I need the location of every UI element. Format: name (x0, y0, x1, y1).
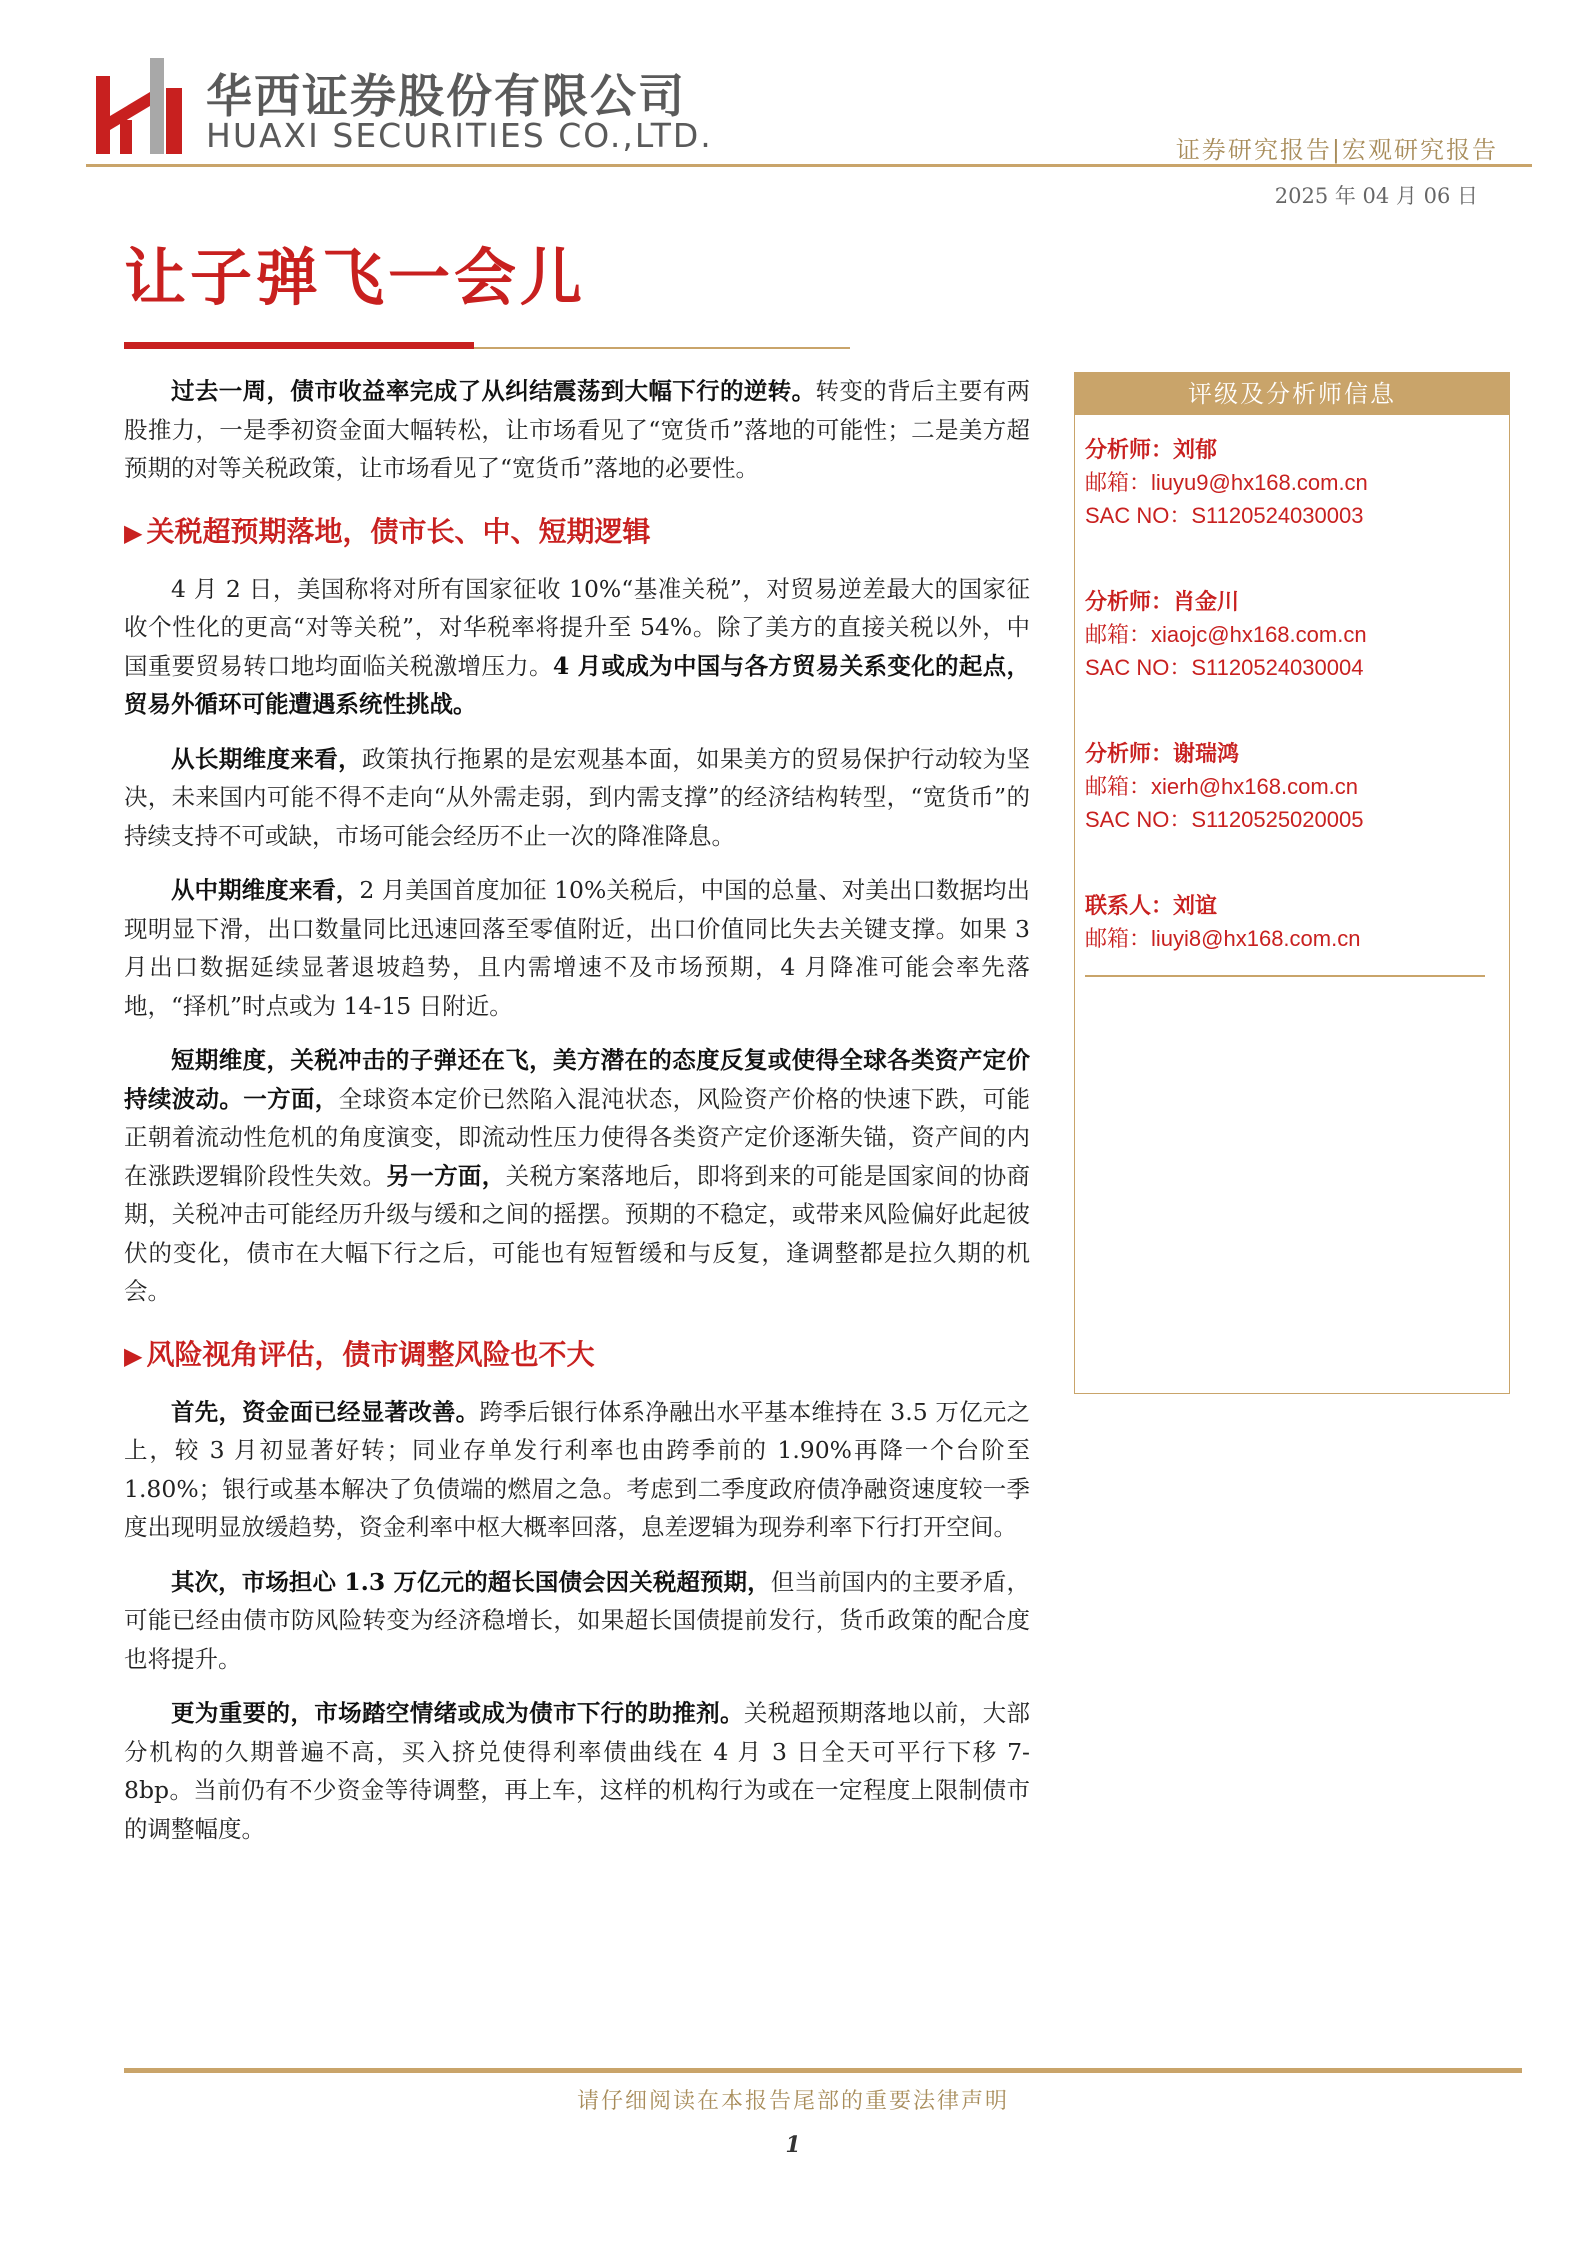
paragraph-short-term-text: 全球资本定价已然陷入混沌状态，风险资产价格的快速下跌，可能正朝着流动性危机的角度演变，即流动性压力使得各类资产定价逐渐失锚，资产间的内在涨跌逻辑阶段性失效。 (124, 1084, 1031, 1190)
analyst-card (1075, 737, 1509, 837)
report-title: 让子弹飞一会儿 (124, 241, 587, 314)
intro-text: 转变的背后主要有两股推力，一是季初资金面大幅转松，让市场看见了“宽货币”落地的可能性；二是美方超预期的对等关税政策，让市场看见了“宽货币”落地的必要性。 (124, 377, 1031, 482)
paragraph-short-term-bold-2: 另一方面， (386, 1161, 506, 1190)
analyst-sac: S1120525020005 (1191, 807, 1364, 832)
footer-divider (124, 2068, 1522, 2073)
header-divider (86, 164, 1532, 167)
analyst-email-link[interactable]: xiaojc@hx168.com.cn (1151, 622, 1367, 647)
paragraph-liquidity-text: 跨季后银行体系净融出水平基本维持在 3.5 万亿元之上，较 3 月初显著好转；同业存单发行利率也由跨季前的 1.90%再降一个台阶至 1.80%；银行或基本解决了负债端的燃眉之急。考虑到二季度政府债净融资速度较一季度出现明显放缓趋势，资金利率中枢大概率回落，息差逻辑为现券利率下行打开空间。 (124, 1397, 1031, 1541)
analyst-sac-row (1085, 500, 1509, 533)
intro-bold: 过去一周，债市收益率完成了从纠结震荡到大幅下行的逆转。 (171, 377, 816, 405)
analyst-name: 分析师：谢瑞鸿 (1085, 741, 1240, 767)
paragraph-tariff-bold: 4 月或成为中国与各方贸易关系变化的起点，贸易外循环可能遭遇系统性挑战。 (124, 651, 1030, 718)
legal-disclaimer-note: 请仔细阅读在本报告尾部的重要法律声明 (576, 2089, 1009, 2114)
paragraph-mid-term-bold: 从中期维度来看， (171, 876, 360, 904)
section-heading-1-text: 关税超预期落地，债市长、中、短期逻辑 (146, 514, 651, 548)
contact-name: 联系人：刘谊 (1085, 893, 1218, 919)
title-underline (474, 347, 850, 349)
analyst-info-panel (1074, 372, 1510, 1394)
email-label: 邮箱： (1085, 471, 1152, 496)
analyst-card (1075, 433, 1509, 533)
report-date: 2025 年 04 月 06 日 (1274, 184, 1478, 208)
intro-paragraph (124, 372, 1030, 488)
section-heading-1 (124, 510, 1030, 550)
analyst-sac-row (1085, 804, 1509, 837)
paragraph-bond-supply-text: 但当前国内的主要矛盾，可能已经由债市防风险转变为经济稳增长，如果超长国债提前发行，货币政策的配合度也将提升。 (124, 1567, 1031, 1673)
title-underline-accent (124, 342, 474, 349)
section-heading-2-text: 风险视角评估，债市调整风险也不大 (146, 1337, 595, 1371)
page-number: 1 (785, 2132, 801, 2158)
report-type: 证券研究报告|宏观研究报告 (1175, 136, 1498, 164)
triangle-bullet-icon: ▶ (124, 1340, 143, 1370)
analyst-email-row (1085, 619, 1509, 652)
paragraph-bond-supply (124, 1563, 1030, 1679)
sac-label: SAC NO： (1085, 807, 1192, 832)
analyst-email-link[interactable]: xierh@hx168.com.cn (1151, 774, 1358, 799)
triangle-bullet-icon: ▶ (124, 517, 143, 547)
paragraph-bond-supply-bold: 其次，市场担心 1.3 万亿元的超长国债会因关税超预期， (171, 1567, 771, 1596)
analyst-card (1075, 585, 1509, 685)
analyst-name: 分析师：肖金川 (1085, 589, 1240, 615)
analyst-email-row (1085, 771, 1509, 804)
paragraph-mid-term (124, 871, 1030, 1025)
paragraph-liquidity (124, 1393, 1030, 1547)
paragraph-short-term-text-2: 关税方案落地后，即将到来的可能是国家间的协商期，关税冲击可能经历升级与缓和之间的摇摆。预期的不稳定，或带来风险偏好此起彼伏的变化，债市在大幅下行之后，可能也有短暂缓和与反复，逢调整都是拉久期的机会。 (124, 1161, 1031, 1305)
sac-label: SAC NO： (1085, 503, 1192, 528)
sac-label: SAC NO： (1085, 655, 1192, 680)
contact-card (1075, 889, 1509, 956)
analyst-panel-heading: 评级及分析师信息 (1075, 373, 1509, 415)
paragraph-sentiment-text: 关税超预期落地以前，大部分机构的久期普遍不高，买入挤兑使得利率债曲线在 4 月 3 日全天可平行下移 7-8bp。当前仍有不少资金等待调整，再上车，这样的机构行为或在一定程度上限制债市的调整幅度。 (124, 1699, 1031, 1843)
paragraph-short-term-bold: 短期维度，关税冲击的子弹还在飞，美方潜在的态度反复或使得全球各类资产定价持续波动。一方面， (124, 1046, 1030, 1113)
analyst-name: 分析师：刘郁 (1085, 437, 1218, 463)
huaxi-logo (96, 58, 182, 154)
analyst-sac-row (1085, 652, 1509, 685)
analyst-sac: S1120524030003 (1191, 503, 1364, 528)
contact-email-link[interactable]: liuyi8@hx168.com.cn (1151, 926, 1361, 951)
paragraph-mid-term-text: 2 月美国首度加征 10%关税后，中国的总量、对美出口数据均出现明显下滑，出口数量同比迅速回落至零值附近，出口价值同比失去关键支撑。如果 3 月出口数据延续显著退坡趋势，且内需增速不及市场预期，4 月降准可能会率先落地，“择机”时点或为 14-15 日附近。 (124, 876, 1031, 1020)
paragraph-sentiment-bold: 更为重要的，市场踏空情绪或成为债市下行的助推剂。 (171, 1699, 744, 1727)
analyst-sac: S1120524030004 (1191, 655, 1364, 680)
report-body (124, 372, 1030, 1864)
paragraph-long-term (124, 740, 1030, 856)
email-label: 邮箱： (1085, 623, 1152, 648)
section-heading-2 (124, 1333, 1030, 1373)
analyst-email-row (1085, 467, 1509, 500)
email-label: 邮箱： (1085, 927, 1152, 952)
paragraph-long-term-bold: 从长期维度来看， (171, 744, 362, 773)
paragraph-long-term-text: 政策执行拖累的是宏观基本面，如果美方的贸易保护行动较为坚决，未来国内可能不得不走向“从外需走弱，到内需支撑”的经济结构转型，“宽货币”的持续支持不可或缺，市场可能会经历不止一次的降准降息。 (124, 744, 1031, 850)
company-name-cn: 华西证券股份有限公司 (206, 69, 686, 123)
contact-email-row (1085, 923, 1509, 956)
paragraph-tariff (124, 570, 1030, 724)
analyst-panel-divider (1085, 975, 1485, 977)
email-label: 邮箱： (1085, 775, 1152, 800)
company-name-en: HUAXI SECURITIES CO.,LTD. (206, 116, 713, 155)
analyst-email-link[interactable]: liuyu9@hx168.com.cn (1151, 470, 1368, 495)
paragraph-tariff-text: 4 月 2 日，美国称将对所有国家征收 10%“基准关税”，对贸易逆差最大的国家征收个性化的更高“对等关税”，对华税率将提升至 54%。除了美方的直接关税以外，中国重要贸易转口地均面临关税激增压力。 (124, 574, 1030, 680)
paragraph-short-term (124, 1041, 1030, 1311)
paragraph-liquidity-bold: 首先，资金面已经显著改善。 (171, 1397, 480, 1426)
paragraph-sentiment (124, 1694, 1030, 1848)
